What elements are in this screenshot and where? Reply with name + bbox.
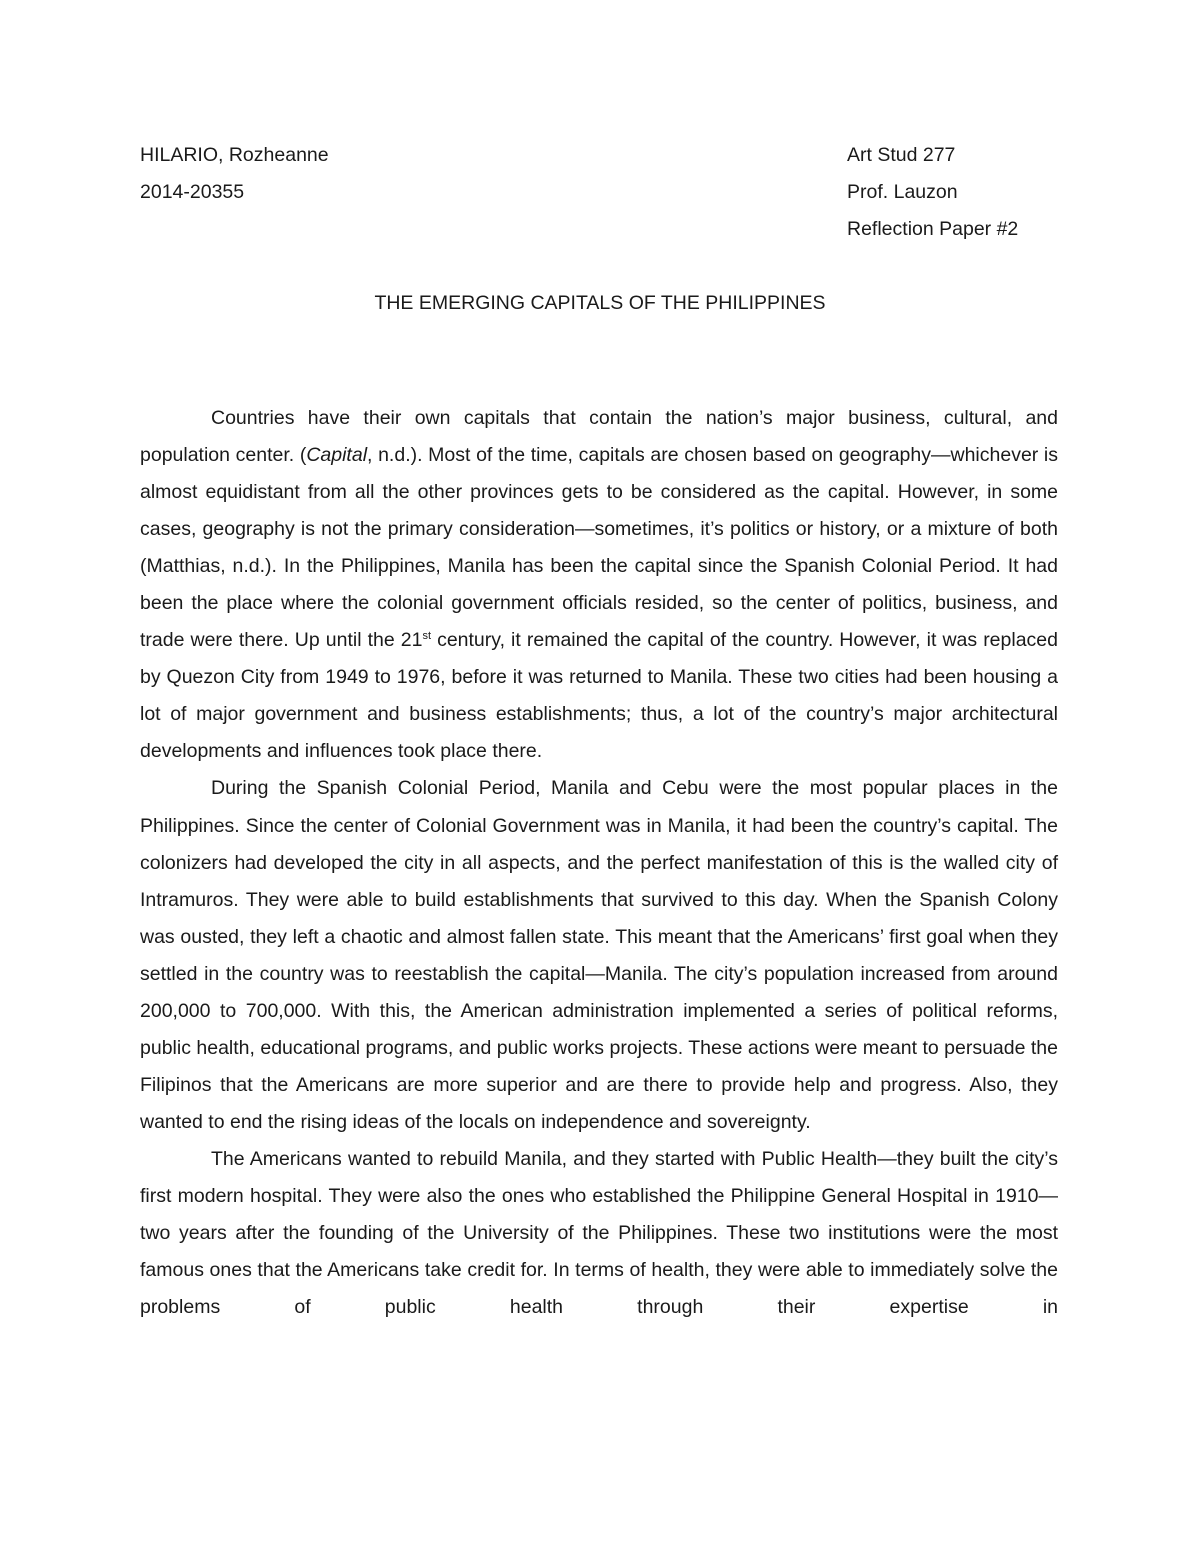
paper-body (140, 400, 1058, 1326)
author-name: HILARIO, Rozheanne (140, 144, 329, 166)
course-name: Art Stud 277 (847, 144, 956, 166)
paper-title: THE EMERGING CAPITALS OF THE PHILIPPINES (374, 292, 826, 314)
paragraph-2: During the Spanish Colonial Period, Manila and Cebu were the most popular places in the Philippines. Since the center of Colonial Government was in Manila, it had been the country’s capital. The colonizers had developed the city in all aspects, and the perfect manifestation of this is the walled city of Intramuros. They were able to build establishments that survived to this day. When the Spanish Colony was ousted, they left a chaotic and almost fallen state. This meant that the Americans’ first goal when they settled in the country was to reestablish the capital—Manila. The city’s population increased from around 200,000 to 700,000. With this, the American administration implemented a series of political reforms, public health, educational programs, and public works projects. These actions were meant to persuade the Filipinos that the Americans are more superior and are there to provide help and progress. Also, they wanted to end the rising ideas of the locals on independence and sovereignty. (140, 777, 1058, 1133)
professor-name: Prof. Lauzon (847, 181, 958, 203)
paragraph-1 (140, 400, 1058, 770)
paragraph-1-text-c: century, it remained the capital of the country. However, it was replaced by Quezon City from 1949 to 1976, before it was returned to Manila. These two cities had been housing a lot of major government and business establishments; thus, a lot of the country’s major architectural developments and influences took place there. (140, 629, 1058, 763)
citation-italic: Capital (306, 444, 368, 467)
paragraph-1-text-a: Countries have their own capitals that contain the nation’s major business, cultural, and population center. ( (140, 407, 1058, 467)
paragraph-3: The Americans wanted to rebuild Manila, and they started with Public Health—they built the city’s first modern hospital. They were also the ones who established the Philippine General Hospital in 1910—two years after the founding of the University of the Philippines. These two institutions were the most famous ones that the Americans take credit for. In terms of health, they were able to immediately solve the problems of public health through their expertise in (140, 1147, 1058, 1319)
ordinal-superscript: st (422, 630, 432, 643)
paragraph-1-text-b: , n.d.). Most of the time, capitals are chosen based on geography—whichever is almost equidistant from all the other provinces gets to be considered as the capital. However, in some cases, geography is not the primary consideration—sometimes, it’s politics or history, or a mixture of both (Matthias, n.d.). In the Philippines, Manila has been the capital since the Spanish Colonial Period. It had been the place where the colonial government officials resided, so the center of politics, business, and trade were there. Up until the 21 (140, 444, 1059, 652)
assignment-label: Reflection Paper #2 (847, 218, 1019, 240)
student-number: 2014-20355 (140, 181, 245, 203)
